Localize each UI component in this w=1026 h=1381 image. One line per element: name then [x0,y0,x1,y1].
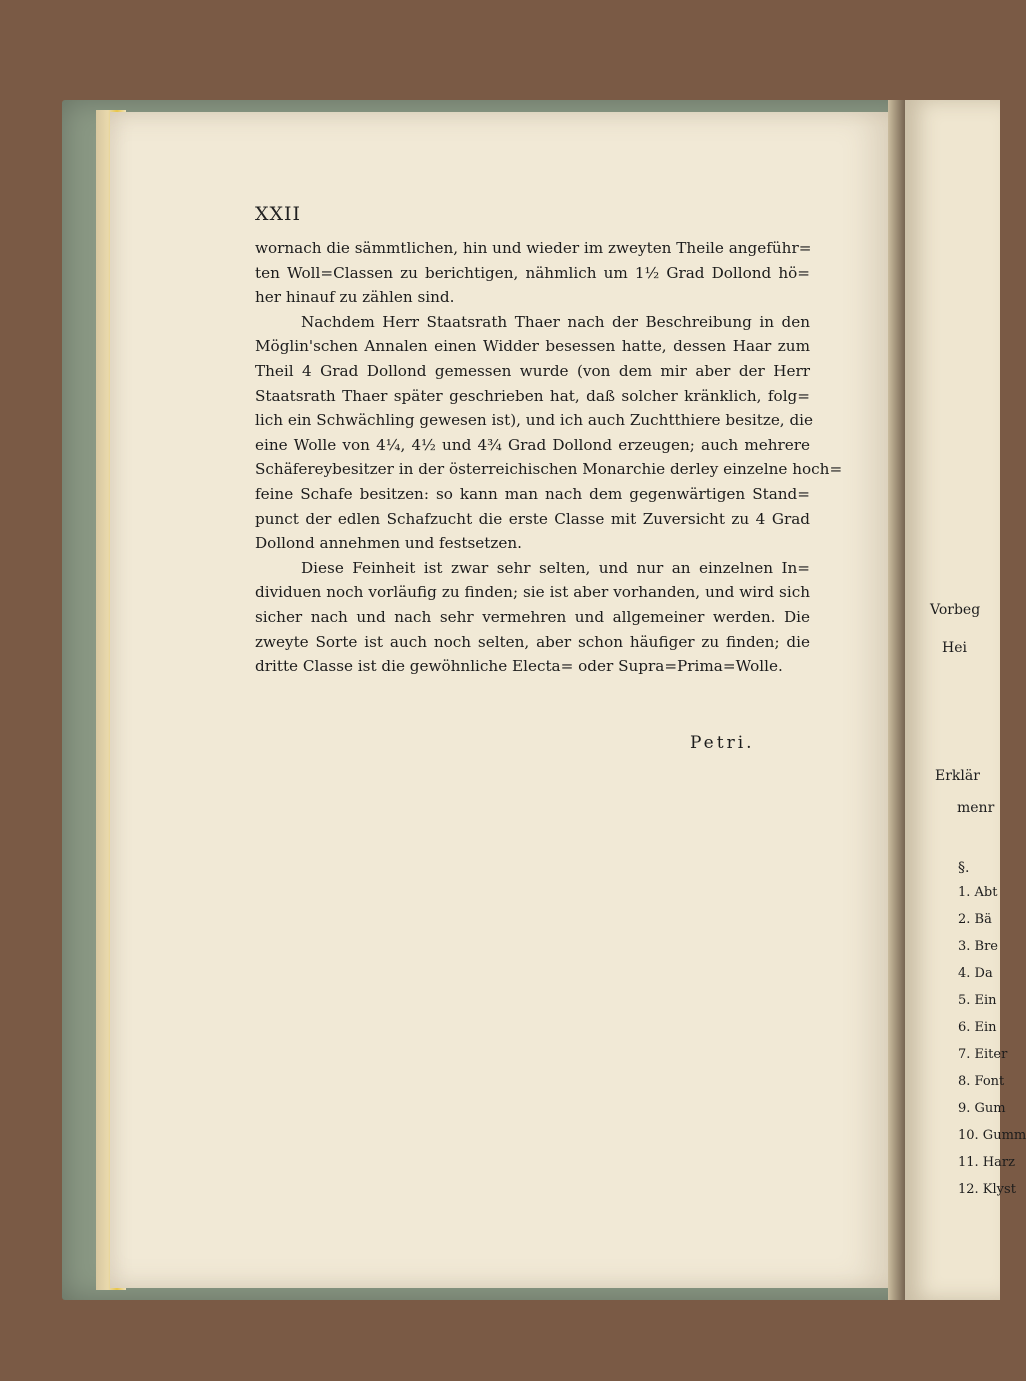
text-line: Dollond annehmen und festsetzen. [255,534,522,553]
next-page-item: 9. Gum [958,1101,1006,1116]
text-line: Möglin'schen Annalen einen Widder besessen hatte, dessen Haar zum [255,337,810,356]
next-page-item: 10. Gumm [958,1128,1026,1143]
text-line: sicher nach und nach sehr vermehren und allgemeiner werden. Die [255,607,810,626]
right-page [905,100,1000,1300]
text-line: eine Wolle von 4¼, 4½ und 4¾ Grad Dollond erzeugen; auch mehrere [255,435,810,454]
text-line: dividuen noch vorläufig zu finden; sie ist aber vorhanden, und wird sich [255,583,810,602]
text-line: Schäfereybesitzer in der österreichischen Monarchie derley einzelne hoch= [255,460,843,479]
next-page-item: 5. Ein [958,993,997,1008]
text-line: feine Schafe besitzen: so kann man nach dem gegenwärtigen Stand= [255,484,810,503]
next-page-item: 7. Eiter [958,1047,1008,1062]
next-page-item: 12. Klyst [958,1182,1016,1197]
signature: Petri. [690,733,755,753]
next-page-item: 3. Bre [958,939,998,954]
text-line: her hinauf zu zählen sind. [255,288,455,307]
text-line: Theil 4 Grad Dollond gemessen wurde (von dem mir aber der Herr [255,361,810,380]
next-page-label: Erklär [935,768,980,784]
text-line: lich ein Schwächling gewesen ist), und ich auch Zuchtthiere besitze, die [255,411,814,430]
text-line: zweyte Sorte ist auch noch selten, aber schon häufiger zu finden; die [255,632,810,651]
text-line: ten Woll=Classen zu berichtigen, nähmlich um 1½ Grad Dollond hö= [255,263,810,282]
next-page-item: 8. Font [958,1074,1005,1089]
next-page-item: 2. Bä [958,912,992,927]
next-page-item: 4. Da [958,966,993,981]
next-page-item: 11. Harz [958,1155,1015,1170]
text-line: punct der edlen Schafzucht die erste Classe mit Zuversicht zu 4 Grad [255,509,810,528]
page-number: XXII [255,203,302,225]
text-line: Staatsrath Thaer später geschrieben hat, daß solcher kränklich, folg= [255,386,810,405]
next-page-label: Vorbeg [930,602,981,618]
text-line: wornach die sämmtlichen, hin und wieder im zweyten Theile angeführ= [255,239,812,257]
text-line: Diese Feinheit ist zwar sehr selten, und nur an einzelnen In= [301,558,810,577]
section-mark: §. [958,860,970,876]
next-page-item: 1. Abt [958,885,998,900]
next-page-item: 6. Ein [958,1020,997,1035]
body-text [255,236,843,679]
text-line: Nachdem Herr Staatsrath Thaer nach der Beschreibung in den [301,312,810,331]
next-page-label: menr [957,800,995,816]
text-line: dritte Classe ist die gewöhnliche Electa= oder Supra=Prima=Wolle. [255,657,783,676]
next-page-label: Hei [942,640,967,656]
